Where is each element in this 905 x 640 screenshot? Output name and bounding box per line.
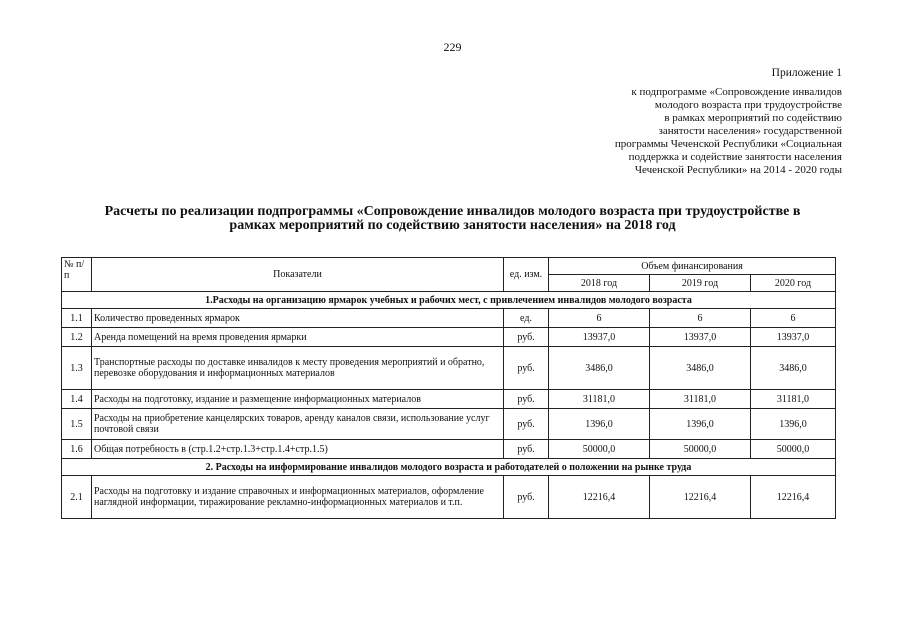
row-value-2019: 50000,0	[650, 440, 751, 459]
header-year: 2018 год	[549, 275, 650, 292]
row-name: Аренда помещений на время проведения ярмарки	[92, 328, 504, 347]
header-indicator: Показатели	[92, 258, 504, 292]
row-unit: руб.	[504, 347, 549, 390]
row-value-2020: 12216,4	[751, 476, 836, 519]
page-number: 229	[443, 40, 462, 54]
row-num: 1.5	[62, 409, 92, 440]
row-value-2018: 31181,0	[549, 390, 650, 409]
row-unit: руб.	[504, 390, 549, 409]
row-num: 1.2	[62, 328, 92, 347]
row-value-2020: 3486,0	[751, 347, 836, 390]
row-value-2019: 31181,0	[650, 390, 751, 409]
row-unit: руб.	[504, 440, 549, 459]
section-row	[62, 459, 836, 476]
header-year: 2020 год	[751, 275, 836, 292]
row-unit: руб.	[504, 476, 549, 519]
row-name: Расходы на подготовку, издание и размещение информационных материалов	[92, 390, 504, 409]
document-title	[40, 205, 865, 233]
row-value-2018: 1396,0	[549, 409, 650, 440]
appendix-text	[512, 86, 842, 177]
row-value-2018: 6	[549, 309, 650, 328]
row-name: Количество проведенных ярмарок	[92, 309, 504, 328]
row-num: 1.1	[62, 309, 92, 328]
table-row	[62, 409, 836, 440]
section-title: 1.Расходы на организацию ярмарок учебных и рабочих мест, с привлечением инвалидов молодого возраста	[62, 292, 836, 309]
section-title: 2. Расходы на информирование инвалидов молодого возраста и работодателей о положении на рынке труда	[62, 459, 836, 476]
appendix-title: Приложение 1	[771, 67, 842, 79]
row-unit: ед.	[504, 309, 549, 328]
table-row	[62, 440, 836, 459]
appendix-line: молодого возраста при трудоустройстве	[654, 99, 842, 111]
appendix-line: Чеченской Республики» на 2014 - 2020 годы	[634, 164, 842, 176]
appendix-line: программы Чеченской Республики «Социальная	[614, 138, 842, 150]
row-value-2018: 12216,4	[549, 476, 650, 519]
row-value-2020: 6	[751, 309, 836, 328]
section-row	[62, 292, 836, 309]
row-num: 1.3	[62, 347, 92, 390]
row-unit: руб.	[504, 328, 549, 347]
row-name: Общая потребность в (стр.1.2+стр.1.3+стр.1.4+стр.1.5)	[92, 440, 504, 459]
table-row	[62, 328, 836, 347]
table-row	[62, 309, 836, 328]
appendix-line: в рамках мероприятий по содействию	[664, 112, 842, 124]
row-value-2019: 12216,4	[650, 476, 751, 519]
row-num: 2.1	[62, 476, 92, 519]
row-value-2019: 13937,0	[650, 328, 751, 347]
row-value-2018: 3486,0	[549, 347, 650, 390]
header-unit: ед. изм.	[504, 258, 549, 292]
table-row	[62, 347, 836, 390]
row-value-2018: 13937,0	[549, 328, 650, 347]
row-value-2020: 31181,0	[751, 390, 836, 409]
header-num: № п/п	[62, 258, 92, 292]
appendix-line: поддержка и содействие занятости населения	[628, 151, 842, 163]
document-title-line: рамках мероприятий по содействию занятости населения» на 2018 год	[229, 218, 676, 233]
row-value-2020: 1396,0	[751, 409, 836, 440]
table-row	[62, 390, 836, 409]
row-value-2019: 6	[650, 309, 751, 328]
calculation-table	[61, 257, 836, 519]
row-value-2020: 50000,0	[751, 440, 836, 459]
row-name: Расходы на приобретение канцелярских товаров, аренду каналов связи, использование услуг почтовой связи	[92, 409, 504, 440]
row-name: Расходы на подготовку и издание справочных и информационных материалов, оформление наглядной информации, тиражирование рекламно-информационных материалов и т.п.	[92, 476, 504, 519]
appendix-line: к подпрограмме «Сопровождение инвалидов	[631, 86, 842, 98]
header-funding: Объем финансирования	[549, 258, 836, 275]
row-value-2020: 13937,0	[751, 328, 836, 347]
row-value-2019: 1396,0	[650, 409, 751, 440]
header-year: 2019 год	[650, 275, 751, 292]
appendix-line: занятости населения» государственной	[658, 125, 842, 137]
row-unit: руб.	[504, 409, 549, 440]
row-value-2018: 50000,0	[549, 440, 650, 459]
document-title-line: Расчеты по реализации подпрограммы «Сопровождение инвалидов молодого возраста при трудоустройстве в	[104, 204, 801, 219]
row-name: Транспортные расходы по доставке инвалидов к месту проведения мероприятий и обратно, перевозке оборудования и информационных материалов	[92, 347, 504, 390]
row-num: 1.6	[62, 440, 92, 459]
table-row	[62, 476, 836, 519]
row-value-2019: 3486,0	[650, 347, 751, 390]
row-num: 1.4	[62, 390, 92, 409]
